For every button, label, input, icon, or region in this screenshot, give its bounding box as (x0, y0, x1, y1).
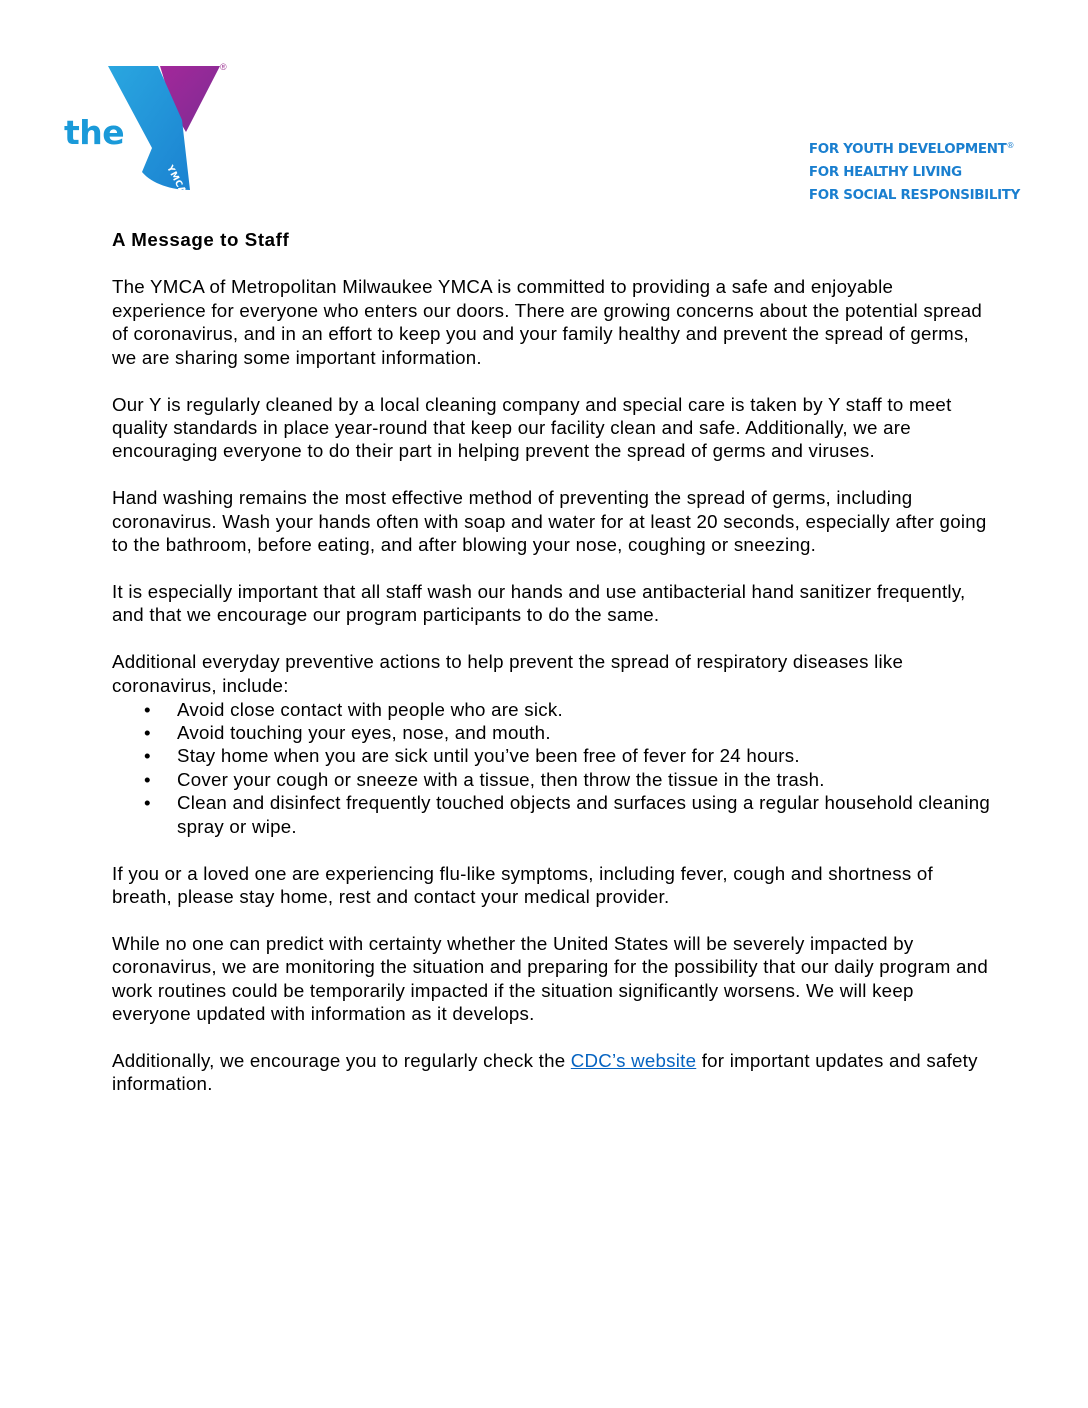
letter-body (112, 228, 992, 1119)
paragraph-8-before: Additionally, we encourage you to regularly check the (112, 1049, 571, 1071)
list-item: • Cover your cough or sneeze with a tissue, then throw the tissue in the trash. (112, 768, 992, 791)
logo-ymca-text: YMCA (164, 164, 188, 197)
tagline-registered-mark: ® (1006, 141, 1015, 150)
logo-registered-mark: ® (220, 62, 227, 72)
paragraph-1: The YMCA of Metropolitan Milwaukee YMCA is committed to providing a safe and enjoyable experience for everyone who enters our doors. There are growing concerns about the potential spread of coronavirus, and in an effort to keep you and your family healthy and prevent the spread of germs, we are sharing some important information. (112, 276, 983, 368)
letter-heading: A Message to Staff (112, 229, 290, 250)
paragraph-8 (112, 1049, 992, 1096)
paragraph-2: Our Y is regularly cleaned by a local cleaning company and special care is taken by Y staff to meet quality standards in place year-round that keep our facility clean and safe. Additionally, we are encouraging everyone to do their part in helping prevent the spread of germs and viruses. (112, 393, 952, 462)
paragraph-5: Additional everyday preventive actions to help prevent the spread of respiratory diseases like coronavirus, include: (112, 651, 904, 696)
tagline (809, 134, 1020, 207)
list-item: • Avoid close contact with people who are sick. (112, 698, 992, 721)
paragraph-7: While no one can predict with certainty whether the United States will be severely impacted by coronavirus, we are monitoring the situation and preparing for the possibility that our daily program and work routines could be temporarily impacted if the situation significantly worsens. We will keep everyone updated with information as it develops. (112, 932, 988, 1025)
list-item: • Avoid touching your eyes, nose, and mouth. (112, 721, 992, 744)
paragraph-8-after: for important updates and safety information. (112, 1049, 978, 1095)
tagline-line-2: FOR HEALTHY LIVING (808, 165, 962, 180)
paragraph-4: It is especially important that all staff wash our hands and use antibacterial hand sanitizer frequently, and that we encourage our program participants to do the same. (112, 580, 966, 626)
logo-word: the (64, 113, 125, 152)
list-item: • Clean and disinfect frequently touched objects and surfaces using a regular household cleaning spray or wipe. (112, 791, 992, 838)
paragraph-6: If you or a loved one are experiencing flu-like symptoms, including fever, cough and shortness of breath, please stay home, rest and contact your medical provider. (112, 862, 933, 907)
tagline-line-1 (809, 134, 1020, 161)
cdc-website-link[interactable]: CDC’s website (570, 1049, 697, 1071)
tagline-line-1-text: FOR YOUTH DEVELOPMENT (808, 142, 1007, 157)
list-item: • Stay home when you are sick until you’ve been free of fever for 24 hours. (112, 744, 992, 767)
paragraph-3: Hand washing remains the most effective method of preventing the spread of germs, including coronavirus. Wash your hands often with soap and water for at least 20 seconds, especially after going to the bathroom, before eating, and after blowing your nose, coughing or sneezing. (112, 487, 987, 556)
ymca-logo (64, 60, 234, 200)
tagline-line-3: FOR SOCIAL RESPONSIBILITY (808, 188, 1020, 203)
preventive-actions-list (112, 698, 992, 838)
